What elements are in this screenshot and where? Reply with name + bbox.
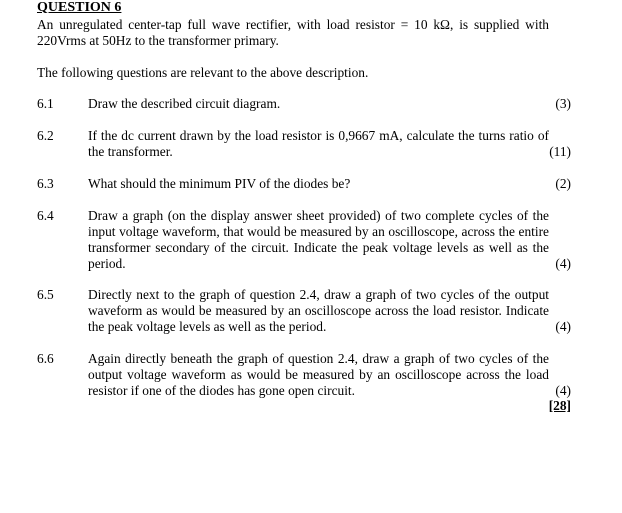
question-number: 6.2: [37, 128, 54, 143]
question-marks: (3): [555, 96, 571, 111]
question-text: If the dc current drawn by the load resistor is 0,9667 mA, calculate the turns ratio of the transformer.: [88, 128, 549, 159]
question-number: 6.3: [37, 176, 54, 191]
question-text: Directly next to the graph of question 2.4, draw a graph of two cycles of the output waveform as would be measured by an oscilloscope across the load resistor. Indicate the peak voltage levels as well as the period.: [88, 287, 549, 334]
question-total-marks: [28]: [548, 398, 571, 413]
question-marks: (2): [555, 176, 571, 191]
question-text: What should the minimum PIV of the diodes be?: [88, 176, 351, 191]
question-marks: (11): [549, 144, 571, 159]
question-marks: (4): [555, 319, 571, 334]
question-text: Draw a graph (on the display answer sheet provided) of two complete cycles of the input voltage waveform, that would be measured by an oscilloscope, across the entire transformer secondary of the circuit. Indicate the peak voltage levels as well as the period.: [88, 208, 549, 271]
question-marks: (4): [555, 256, 571, 271]
question-lead: The following questions are relevant to the above description.: [37, 65, 369, 80]
question-number: 6.1: [37, 96, 54, 111]
question-number: 6.6: [37, 351, 54, 366]
question-text: Draw the described circuit diagram.: [88, 96, 281, 111]
question-title: QUESTION 6: [37, 0, 122, 15]
question-intro: An unregulated center-tap full wave rectifier, with load resistor = 10 kΩ, is supplied with 220Vrms at 50Hz to the transformer primary.: [37, 17, 549, 48]
question-text: Again directly beneath the graph of question 2.4, draw a graph of two cycles of the output voltage waveform as would be measured by an oscilloscope across the load resistor if one of the diodes has gone open circuit.: [88, 351, 549, 398]
question-marks: (4): [555, 383, 571, 398]
question-number: 6.5: [37, 287, 54, 302]
question-number: 6.4: [37, 208, 54, 223]
